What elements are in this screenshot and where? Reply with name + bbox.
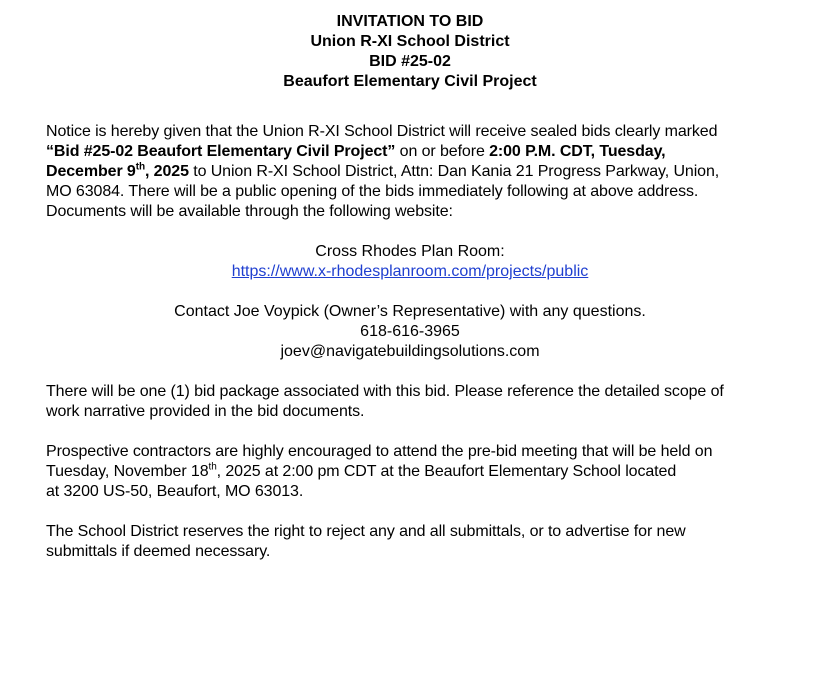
- plan-room-link[interactable]: https://www.x-rhodesplanroom.com/projects/public: [231, 263, 589, 280]
- prebid-line-1: Prospective contractors are highly encouraged to attend the pre-bid meeting that will be held on: [46, 443, 713, 460]
- package-line-1: There will be one (1) bid package associated with this bid. Please reference the detailed scope of: [46, 383, 724, 400]
- prebid-location-text: , 2025 at 2:00 pm CDT at the Beaufort Elementary School located: [216, 463, 677, 480]
- title-block: [46, 12, 774, 92]
- prebid-line-2: [46, 462, 774, 482]
- prebid-ordinal: th: [208, 461, 217, 473]
- deadline-time-text: 2:00 P.M. CDT, Tuesday,: [489, 143, 666, 160]
- package-paragraph: [46, 382, 774, 422]
- contact-block: [46, 302, 774, 362]
- notice-line-4: MO 63084. There will be a public opening of the bids immediately following at above address.: [46, 183, 699, 200]
- reserve-line-1: The School District reserves the right to reject any and all submittals, or to advertise for new: [46, 523, 686, 540]
- deadline-ordinal: th: [135, 161, 145, 173]
- prebid-paragraph: [46, 442, 774, 502]
- bid-number: BID #25-02: [369, 53, 451, 70]
- notice-address-text: to Union R-XI School District, Attn: Dan Kania 21 Progress Parkway, Union,: [188, 163, 720, 180]
- reserve-line-2: submittals if deemed necessary.: [46, 543, 271, 560]
- deadline-year-text: , 2025: [144, 163, 189, 180]
- prebid-line-3: at 3200 US-50, Beaufort, MO 63013.: [46, 483, 304, 500]
- notice-line-3: [46, 162, 774, 182]
- notice-line-2: [46, 142, 774, 162]
- document-title: INVITATION TO BID: [336, 13, 484, 30]
- deadline-date-text: December 9: [46, 163, 136, 180]
- bid-name-text: “Bid #25-02 Beaufort Elementary Civil Project”: [46, 143, 396, 160]
- district-name: Union R-XI School District: [310, 33, 510, 50]
- prebid-date-text: Tuesday, November 18: [46, 463, 209, 480]
- contact-line: Contact Joe Voypick (Owner’s Representative) with any questions.: [174, 303, 646, 320]
- contact-phone: 618-616-3965: [360, 323, 460, 340]
- notice-line-5: Documents will be available through the following website:: [46, 203, 453, 220]
- notice-before-text: on or before: [395, 143, 490, 160]
- plan-room-block: [46, 242, 774, 282]
- package-line-2: work narrative provided in the bid documents.: [46, 403, 365, 420]
- reserve-paragraph: [46, 522, 774, 562]
- plan-room-label: Cross Rhodes Plan Room:: [315, 243, 505, 260]
- contact-email: joev@navigatebuildingsolutions.com: [280, 343, 540, 360]
- notice-paragraph: [46, 122, 774, 222]
- notice-line-1: Notice is hereby given that the Union R-XI School District will receive sealed bids clearly marked: [46, 123, 718, 140]
- project-name: Beaufort Elementary Civil Project: [283, 73, 537, 90]
